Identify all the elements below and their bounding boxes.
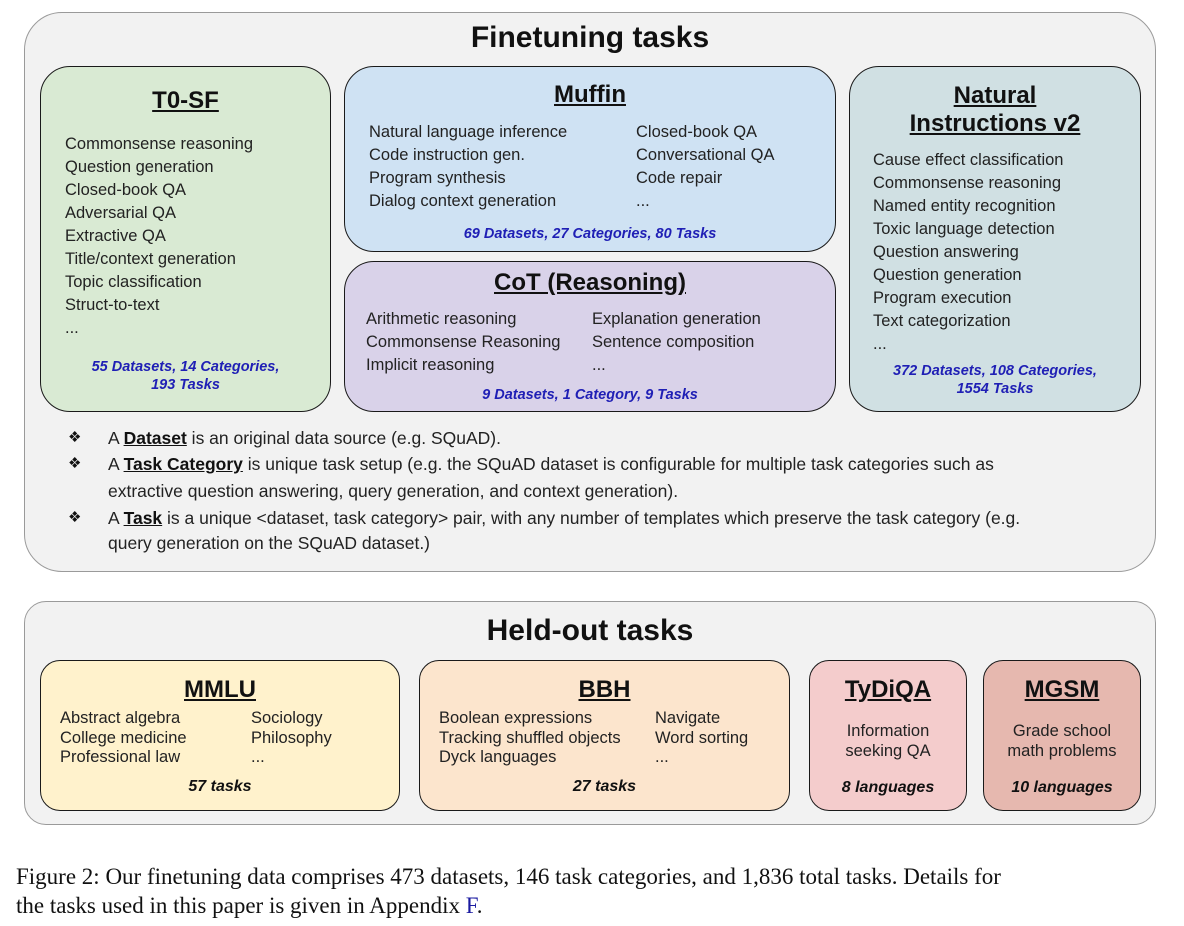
finetuning-title: Finetuning tasks [470, 21, 710, 54]
definition-task-cont: query generation on the SQuAD dataset.) [108, 533, 431, 553]
niv2-title-line1: Natural [953, 82, 1037, 109]
list-item: ... [655, 748, 669, 766]
list-item: Commonsense reasoning [873, 174, 1062, 192]
list-item: Implicit reasoning [366, 356, 495, 374]
list-item: Question generation [65, 158, 214, 176]
list-item: ... [592, 356, 606, 374]
list-item: Commonsense reasoning [65, 135, 254, 153]
term-dataset: Dataset [123, 428, 187, 448]
mmlu-title: MMLU [184, 676, 256, 703]
list-item: ... [636, 192, 650, 210]
mgsm-line2: math problems [1007, 742, 1117, 760]
list-item: College medicine [60, 729, 187, 747]
list-item: Philosophy [251, 729, 332, 747]
list-item: Dialog context generation [369, 192, 557, 210]
list-item: Word sorting [655, 729, 749, 747]
list-item: ... [873, 335, 887, 353]
bbh-title: BBH [578, 676, 631, 703]
list-item: Boolean expressions [439, 709, 593, 727]
list-item: Adversarial QA [65, 204, 176, 222]
t0sf-box [40, 66, 331, 412]
list-item: Closed-book QA [636, 123, 758, 141]
mmlu-box [40, 660, 400, 811]
figure-caption-line1: Figure 2: Our finetuning data comprises 473 datasets, 146 task categories, and 1,836 total tasks. Details for [16, 864, 1001, 889]
list-item: Commonsense Reasoning [366, 333, 561, 351]
muffin-stats: 69 Datasets, 27 Categories, 80 Tasks [463, 226, 717, 242]
tydiqa-line2: seeking QA [845, 742, 931, 760]
bullet-icon: ❖ [68, 429, 82, 446]
niv2-stats-line1: 372 Datasets, 108 Categories, [893, 363, 1097, 379]
list-item: Arithmetic reasoning [366, 310, 517, 328]
term-task-category: Task Category [123, 454, 243, 474]
figure-caption-line2: the tasks used in this paper is given in Appendix F. [16, 893, 483, 918]
definition-task-category-cont: extractive question answering, query generation, and context generation). [108, 481, 679, 501]
list-item: Sentence composition [592, 333, 755, 351]
heldout-section [24, 601, 1156, 825]
bullet-icon: ❖ [68, 509, 82, 526]
list-item: Closed-book QA [65, 181, 187, 199]
t0sf-title: T0-SF [152, 87, 219, 114]
appendix-link[interactable]: F [465, 893, 477, 918]
finetuning-section [24, 12, 1156, 572]
bbh-box [419, 660, 790, 811]
mgsm-line1: Grade school [1012, 722, 1112, 740]
niv2-title-line2: Instructions v2 [909, 110, 1081, 137]
muffin-box [344, 66, 836, 252]
list-item: Conversational QA [636, 146, 775, 164]
mgsm-title: MGSM [1024, 676, 1100, 703]
tydiqa-line1: Information [846, 722, 930, 740]
heldout-title: Held-out tasks [486, 614, 694, 647]
t0sf-stats-line2: 193 Tasks [151, 377, 220, 393]
term-task: Task [123, 508, 163, 528]
list-item: Tracking shuffled objects [439, 729, 621, 747]
muffin-title: Muffin [554, 81, 626, 108]
list-item: Struct-to-text [65, 296, 160, 314]
list-item: Code instruction gen. [369, 146, 525, 164]
list-item: Explanation generation [592, 310, 761, 328]
list-item: Professional law [60, 748, 181, 766]
cot-title: CoT (Reasoning) [494, 269, 686, 296]
t0sf-stats-line1: 55 Datasets, 14 Categories, [91, 359, 280, 375]
niv2-box [849, 66, 1141, 412]
mgsm-box [983, 660, 1141, 811]
niv2-stats-line2: 1554 Tasks [956, 381, 1034, 397]
list-item: Question answering [873, 243, 1019, 261]
list-item: ... [251, 748, 265, 766]
mmlu-stats: 57 tasks [188, 778, 252, 795]
list-item: Sociology [251, 709, 323, 727]
cot-box [344, 261, 836, 412]
list-item: Toxic language detection [873, 220, 1055, 238]
list-item: Cause effect classification [873, 151, 1064, 169]
cot-stats: 9 Datasets, 1 Category, 9 Tasks [482, 387, 698, 403]
list-item: Dyck languages [439, 748, 557, 766]
bullet-icon: ❖ [68, 455, 82, 472]
tydiqa-title: TyDiQA [844, 676, 932, 703]
list-item: Question generation [873, 266, 1022, 284]
tydiqa-box [809, 660, 967, 811]
mgsm-stats: 10 languages [1011, 779, 1113, 796]
list-item: Code repair [636, 169, 723, 187]
list-item: Title/context generation [65, 250, 236, 268]
list-item: Extractive QA [65, 227, 166, 245]
list-item: Navigate [655, 709, 721, 727]
list-item: Natural language inference [369, 123, 568, 141]
list-item: Topic classification [65, 273, 202, 291]
list-item: Text categorization [873, 312, 1011, 330]
definition-task: A Task is a unique <dataset, task category> pair, with any number of templates which preserve the task category (e.g. [108, 508, 1021, 528]
list-item: Abstract algebra [60, 709, 181, 727]
definition-task-category: A Task Category is unique task setup (e.g. the SQuAD dataset is configurable for multiple task categories such as [108, 454, 994, 474]
tydiqa-stats: 8 languages [841, 779, 935, 796]
list-item: Program execution [873, 289, 1012, 307]
bbh-stats: 27 tasks [572, 778, 637, 795]
definition-dataset: A Dataset is an original data source (e.g. SQuAD). [108, 428, 501, 448]
list-item: Program synthesis [369, 169, 506, 187]
list-item: Named entity recognition [873, 197, 1056, 215]
list-item: ... [65, 319, 79, 337]
